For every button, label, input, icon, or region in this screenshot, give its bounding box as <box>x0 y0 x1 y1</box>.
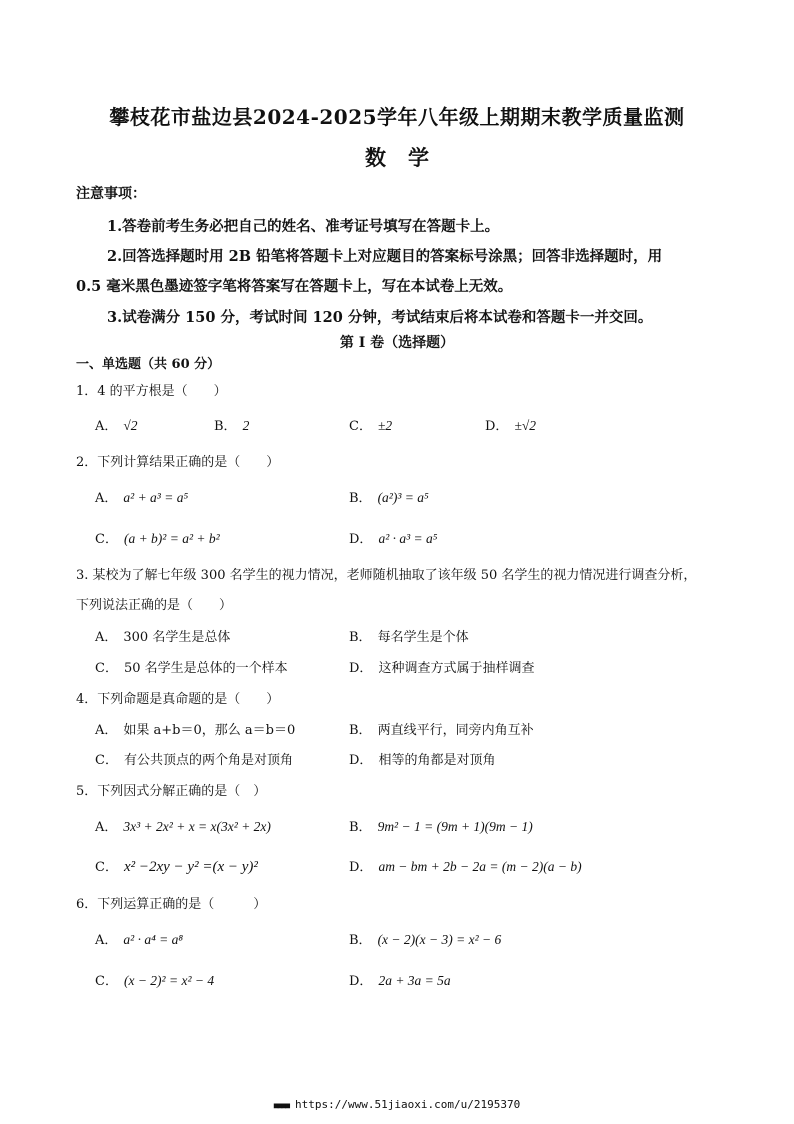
option-letter: B． <box>349 933 372 948</box>
page-footer <box>0 1098 794 1111</box>
question-4-stem: 4．下列命题是真命题的是（ ） <box>76 692 280 707</box>
option-text: ±√2 <box>514 418 537 433</box>
option-text: (x − 2)² = x² − 4 <box>123 973 215 988</box>
option-text: 3x³ + 2x² + x = x(3x² + 2x) <box>123 819 271 834</box>
question-2-option-d <box>349 528 437 547</box>
option-letter: D． <box>349 860 373 875</box>
question-2-option-a <box>95 487 188 506</box>
option-letter: A． <box>95 933 118 948</box>
option-text: 2a + 3a = 5a <box>378 973 451 988</box>
option-text: 9m² − 1 = (9m + 1)(9m − 1) <box>377 819 533 834</box>
option-text: a² + a³ = a⁵ <box>123 490 189 505</box>
question-1-stem: 1．4 的平方根是（ ） <box>76 384 227 399</box>
question-5-option-a <box>95 816 271 835</box>
option-letter: B． <box>349 630 372 645</box>
option-text: (a²)³ = a⁵ <box>377 490 429 505</box>
question-6-option-d <box>349 970 451 989</box>
notice-item-2: 2.回答选择题时用 2B 铅笔将答题卡上对应题目的答案标号涂黑；回答非选择题时，用 <box>107 248 663 265</box>
question-5-option-d <box>349 856 582 875</box>
option-letter: A． <box>95 723 118 738</box>
question-6-option-c <box>95 970 214 989</box>
option-letter: D． <box>349 974 373 989</box>
option-text: √2 <box>123 418 138 433</box>
footer-url[interactable]: https://www.51jiaoxi.com/u/2195370 <box>295 1098 521 1111</box>
question-4-option-b <box>349 719 534 738</box>
option-text: (x − 2)(x − 3) = x² − 6 <box>377 932 502 947</box>
option-letter: C． <box>95 661 118 676</box>
option-text: am − bm + 2b − 2a = (m − 2)(a − b) <box>378 859 582 874</box>
question-4-option-d <box>349 749 495 768</box>
notice-heading: 注意事项： <box>76 186 146 202</box>
question-5-option-b <box>349 816 533 835</box>
question-5-option-c <box>95 856 258 876</box>
option-letter: C． <box>95 532 118 547</box>
option-text: 如果 a+b＝0，那么 a＝b＝0 <box>123 723 296 738</box>
option-letter: D． <box>349 532 373 547</box>
option-letter: B． <box>349 491 372 506</box>
site-logo-icon: ■■■■ <box>273 1101 290 1110</box>
option-text: 50 名学生是总体的一个样本 <box>123 661 288 676</box>
option-letter: D． <box>485 419 509 434</box>
question-5-stem: 5．下列因式分解正确的是（ ） <box>76 784 267 799</box>
question-6-option-a <box>95 929 183 948</box>
option-letter: A． <box>95 491 118 506</box>
question-6-option-b <box>349 929 501 948</box>
question-4-option-a <box>95 719 295 738</box>
exam-title: 攀枝花市盐边县2024-2025学年八年级上期期末教学质量监测 <box>109 105 685 129</box>
option-text: 相等的角都是对顶角 <box>378 753 496 768</box>
question-3-stem: 3. 某校为了解七年级 300 名学生的视力情况，老师随机抽取了该年级 50 名学生的视力情况进行调查分析， <box>76 568 697 583</box>
question-2-stem: 2．下列计算结果正确的是（ ） <box>76 455 280 470</box>
option-letter: C． <box>95 753 118 768</box>
question-4-option-c <box>95 749 293 768</box>
option-text: 这种调查方式属于抽样调查 <box>378 661 535 676</box>
option-text: x² −2xy − y² =(x − y)² <box>123 859 258 875</box>
question-3-option-b <box>349 626 469 645</box>
question-3-option-d <box>349 657 534 676</box>
option-text: a² · a³ = a⁵ <box>378 531 438 546</box>
part-title: 一、单选题（共 60 分） <box>76 357 221 372</box>
exam-subject: 数学 <box>365 145 451 170</box>
question-2-option-b <box>349 487 429 506</box>
question-3-option-c <box>95 657 288 676</box>
option-letter: C． <box>95 974 118 989</box>
question-1-option-d <box>485 415 536 434</box>
option-text: 有公共顶点的两个角是对顶角 <box>123 753 293 768</box>
option-text: 每名学生是个体 <box>377 630 469 645</box>
question-1-option-c <box>349 415 392 434</box>
option-letter: C． <box>95 860 118 875</box>
question-6-stem: 6．下列运算正确的是（ ） <box>76 897 267 912</box>
notice-item-1: 1.答卷前考生务必把自己的姓名、准考证号填写在答题卡上。 <box>107 218 500 235</box>
option-text: a² · a⁴ = a⁸ <box>123 932 184 947</box>
option-text: 两直线平行，同旁内角互补 <box>377 723 534 738</box>
section-title: 第 I 卷（选择题） <box>339 335 455 351</box>
option-letter: B． <box>349 820 372 835</box>
notice-item-2-cont: 0.5 毫米黑色墨迹签字笔将答案写在答题卡上，写在本试卷上无效。 <box>76 278 513 295</box>
question-3-stem-cont: 下列说法正确的是（ ） <box>76 598 233 613</box>
option-letter: B． <box>349 723 372 738</box>
question-1-option-b <box>214 415 249 434</box>
notice-item-3: 3.试卷满分 150 分，考试时间 120 分钟，考试结束后将本试卷和答题卡一并交回。 <box>107 309 653 326</box>
question-1-option-a <box>95 415 138 434</box>
option-text: (a + b)² = a² + b² <box>123 531 220 546</box>
option-text: 2 <box>242 418 250 433</box>
option-letter: D． <box>349 661 373 676</box>
question-2-option-c <box>95 528 220 547</box>
option-letter: A． <box>95 419 118 434</box>
option-letter: A． <box>95 630 118 645</box>
option-letter: D． <box>349 753 373 768</box>
option-letter: A． <box>95 820 118 835</box>
option-letter: C． <box>349 419 372 434</box>
option-letter: B． <box>214 419 237 434</box>
option-text: ±2 <box>377 418 393 433</box>
question-3-option-a <box>95 626 230 645</box>
option-text: 300 名学生是总体 <box>123 630 231 645</box>
